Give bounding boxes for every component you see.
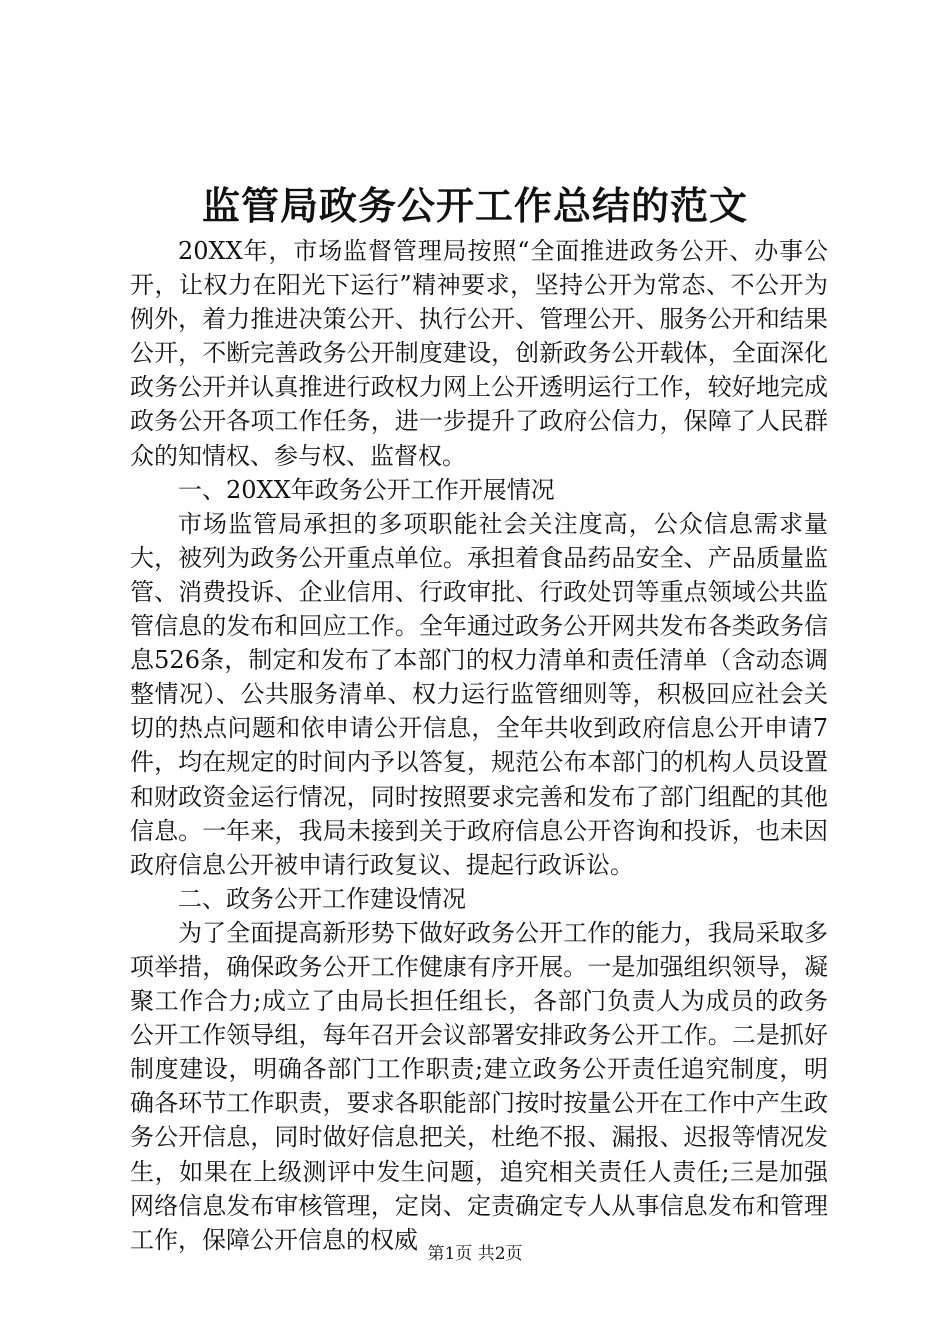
document-body [130, 234, 828, 1257]
section-heading-2: 二、政务公开工作建设情况 [178, 884, 466, 913]
section-1-paragraph: 市场监管局承担的多项职能社会关注度高，公众信息需求量大，被列为政务公开重点单位。承担着食品药品安全、产品质量监管、消费投诉、企业信用、行政审批、行政处罚等重点领域公共监管信息的发布和回应工作。全年通过政务公开网共发布各类政务信息526条，制定和发布了本部门的权力清单和责任清单（含动态调整情况）、公共服务清单、权力运行监管细则等，积极回应社会关切的热点问题和依申请公开信息，全年共收到政府信息公开申请7件，均在规定的时间内予以答复，规范公布本部门的机构人员设置和财政资金运行情况，同时按照要求完善和发布了部门组配的其他信息。一年来，我局未接到关于政府信息公开咨询和投诉，也未因政府信息公开被申请行政复议、提起行政诉讼。 [130, 509, 828, 879]
document-title: 监管局政务公开工作总结的范文 [201, 183, 748, 228]
page-footer: 第1页 共2页 [427, 1244, 523, 1264]
intro-paragraph: 20XX年，市场监督管理局按照“全面推进政务公开、办事公开，让权力在阳光下运行”精神要求，坚持公开为常态、不公开为例外，着力推进决策公开、执行公开、管理公开、服务公开和结果公开，不断完善政务公开制度建设，创新政务公开载体，全面深化政务公开并认真推进行政权力网上公开透明运行工作，较好地完成政务公开各项工作任务，进一步提升了政府公信力，保障了人民群众的知情权、参与权、监督权。 [130, 237, 828, 470]
section-2-paragraph: 为了全面提高新形势下做好政务公开工作的能力，我局采取多项举措，确保政务公开工作健康有序开展。一是加强组织领导，凝聚工作合力;成立了由局长担任组长，各部门负责人为成员的政务公开工作领导组，每年召开会议部署安排政务公开工作。二是抓好制度建设，明确各部门工作职责;建立政务公开责任追究制度，明确各环节工作职责，要求各职能部门按时按量公开在工作中产生政务公开信息，同时做好信息把关，杜绝不报、漏报、迟报等情况发生，如果在上级测评中发生问题，追究相关责任人责任;三是加强网络信息发布审核管理，定岗、定责确定专人从事信息发布和管理工作，保障公开信息的权威 [130, 918, 828, 1254]
section-heading-1: 一、20XX年政务公开工作开展情况 [178, 475, 555, 504]
